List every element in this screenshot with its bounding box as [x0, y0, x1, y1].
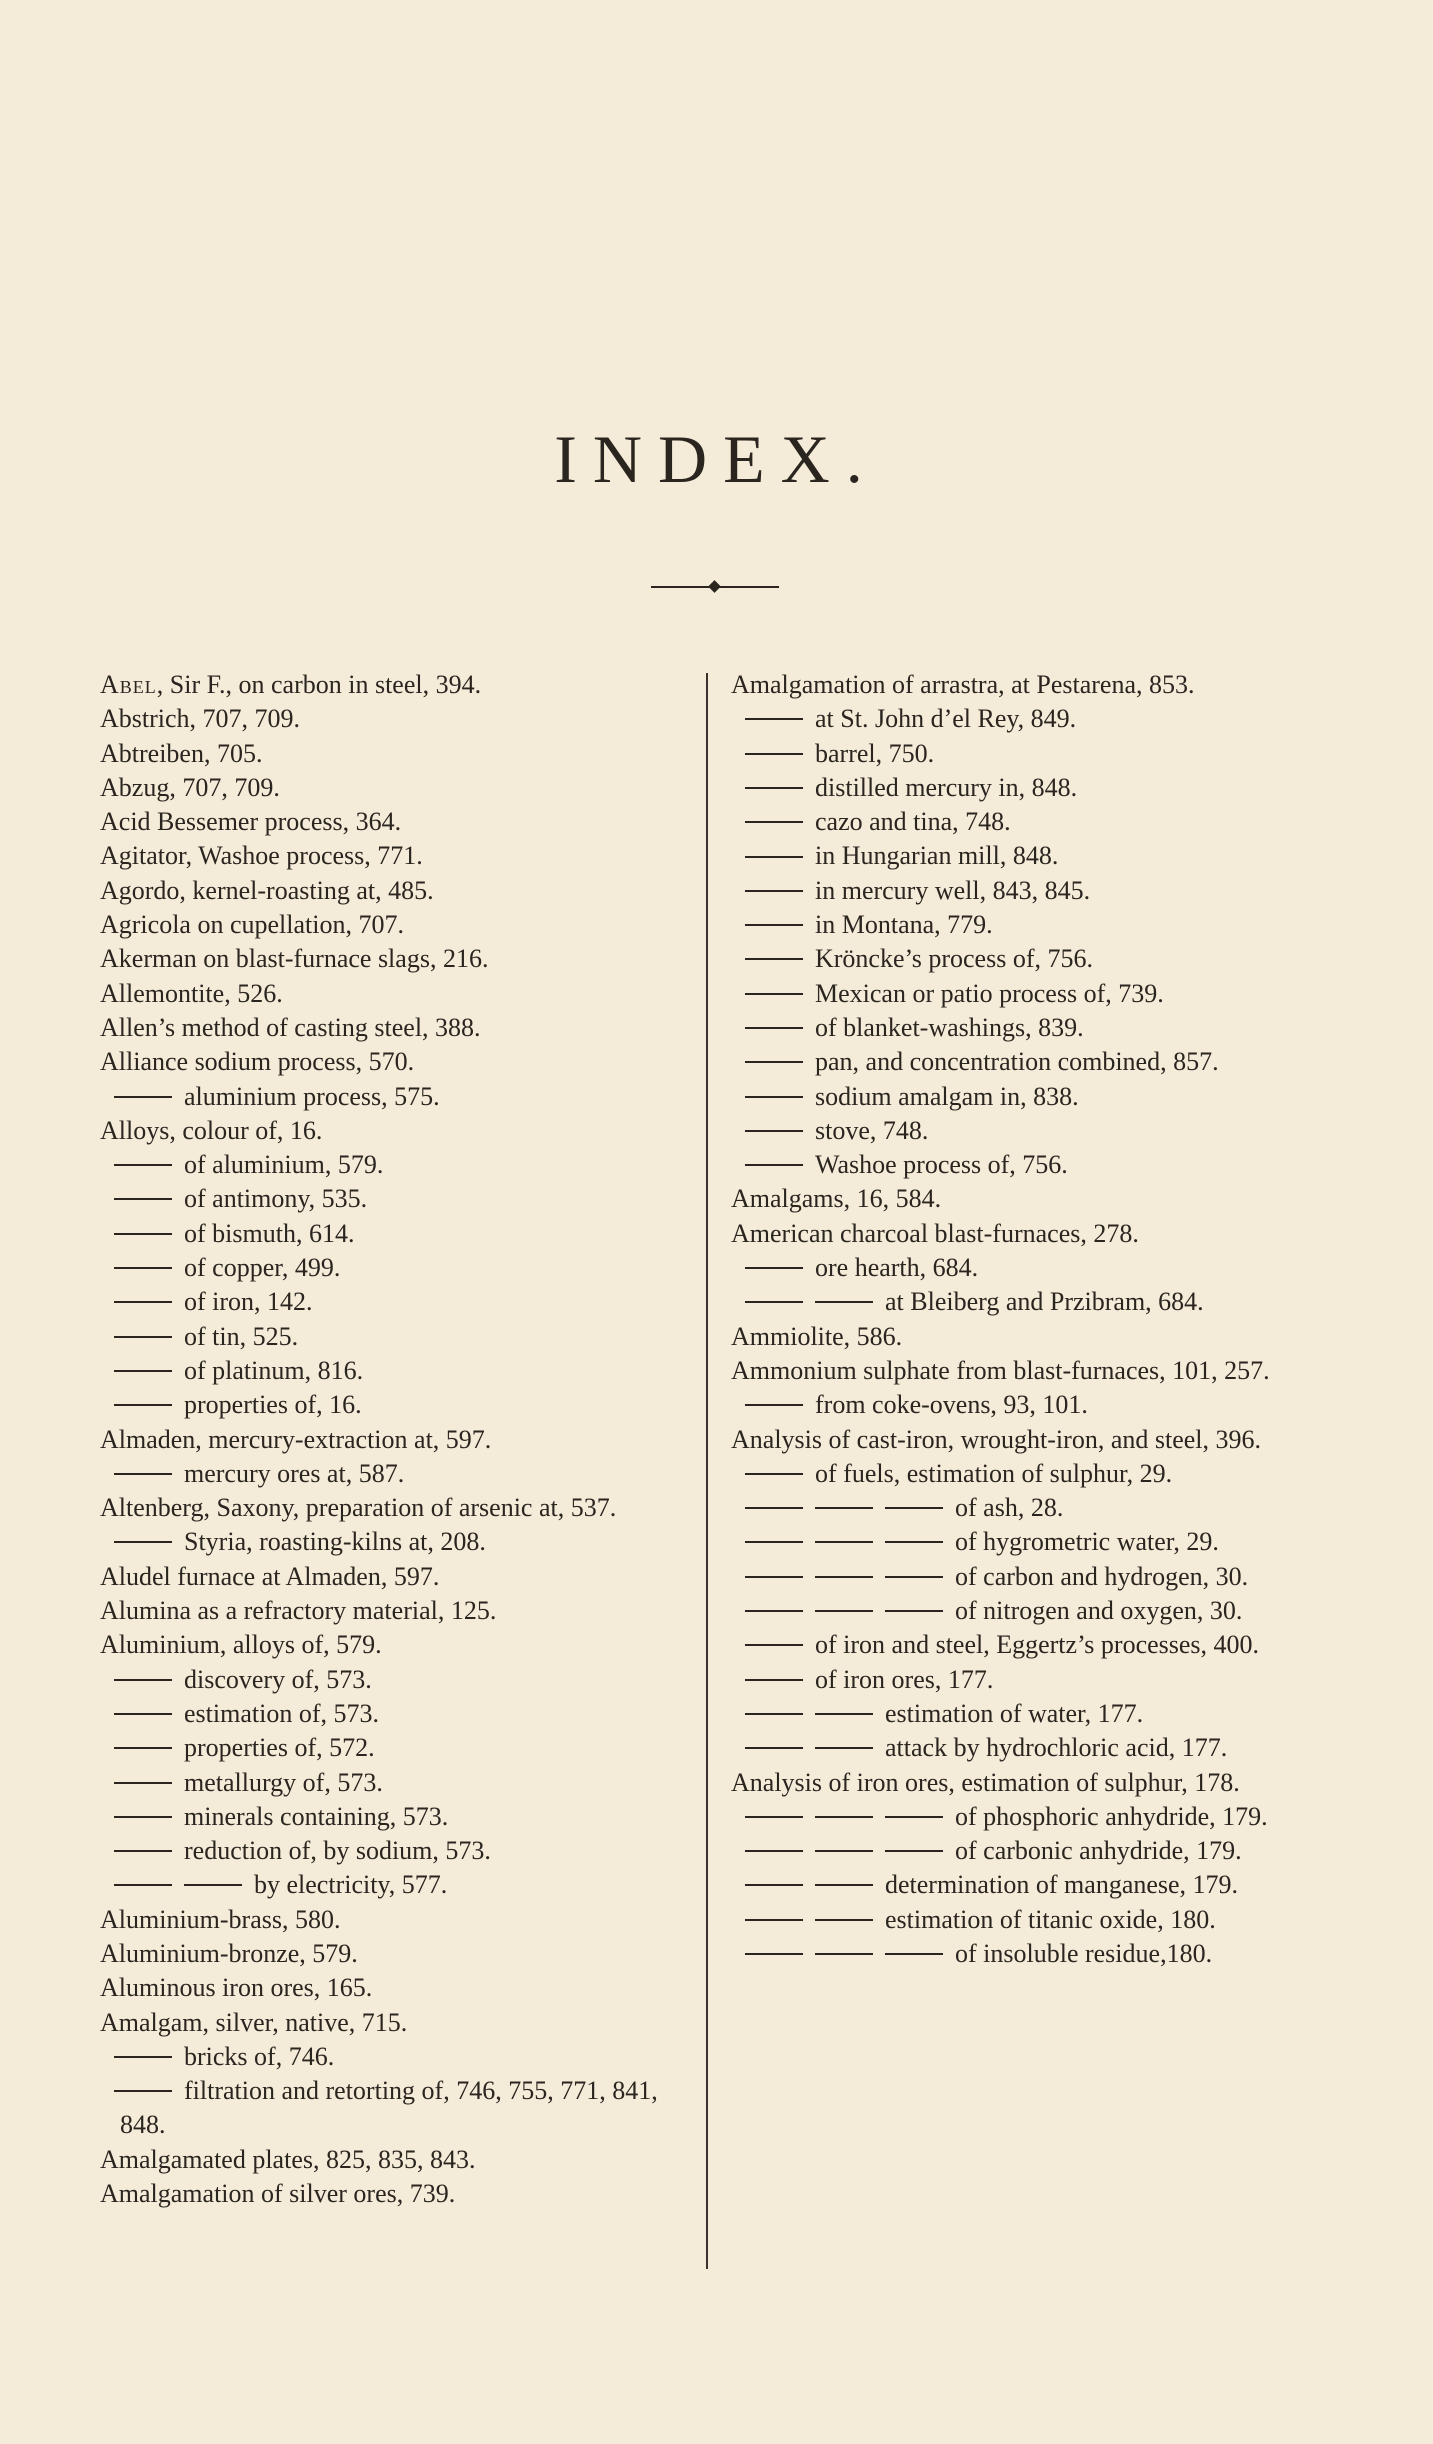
entry-text: Alloys, colour of, 16. [100, 1115, 323, 1145]
entry-text: Amalgamated plates, 825, 835, 843. [100, 2144, 476, 2174]
ditto-dash [114, 1541, 172, 1543]
index-entry [731, 1937, 1313, 1971]
entry-text: pan, and concentration combined, 857. [815, 1047, 1219, 1077]
entry-text: Almaden, mercury-extraction at, 597. [100, 1424, 492, 1454]
index-entry [100, 1080, 686, 1114]
entry-text: Aluminium-bronze, 579. [100, 1938, 358, 1968]
index-entry [100, 2177, 686, 2211]
index-entry [100, 1903, 686, 1937]
entry-text: Ammiolite, 586. [731, 1321, 903, 1351]
entry-text: minerals containing, 573. [184, 1801, 449, 1831]
index-entry [731, 1697, 1313, 1731]
entry-text: Aluminium, alloys of, 579. [100, 1630, 382, 1660]
index-entry [100, 1354, 686, 1388]
index-entry [731, 1663, 1313, 1697]
ditto-dash [745, 1473, 803, 1475]
entry-text: metallurgy of, 573. [184, 1767, 383, 1797]
entry-text: sodium amalgam in, 838. [815, 1081, 1079, 1111]
ditto-dash [815, 1816, 873, 1818]
ditto-dash [815, 1610, 873, 1612]
index-entry [100, 1697, 686, 1731]
entry-text: estimation of water, 177. [885, 1698, 1144, 1728]
index-column-right [731, 668, 1313, 1971]
index-entry [100, 2074, 686, 2143]
entry-text: Analysis of iron ores, estimation of sulphur, 178. [731, 1767, 1240, 1797]
ditto-dash [745, 856, 803, 858]
entry-text: of antimony, 535. [184, 1184, 368, 1214]
ditto-dash [885, 1850, 943, 1852]
ditto-dash [114, 1850, 172, 1852]
entry-text: estimation of, 573. [184, 1698, 379, 1728]
index-entry [100, 942, 686, 976]
index-entry [731, 1457, 1313, 1491]
ditto-dash [815, 1747, 873, 1749]
ditto-dash [114, 1404, 172, 1406]
entry-text: of bismuth, 614. [184, 1218, 355, 1248]
index-entry [731, 1868, 1313, 1902]
entry-text: Akerman on blast-furnace slags, 216. [100, 944, 489, 974]
entry-text: filtration and retorting of, 746, 755, 771, 841, 848. [120, 2076, 658, 2140]
index-column-left [100, 668, 686, 2211]
entry-text: Agitator, Washoe process, 771. [100, 841, 423, 871]
index-entry [731, 874, 1313, 908]
entry-text: Agordo, kernel-roasting at, 485. [100, 875, 434, 905]
ditto-dash [885, 1610, 943, 1612]
entry-text: estimation of titanic oxide, 180. [885, 1904, 1216, 1934]
entry-text: Allen’s method of casting steel, 388. [100, 1012, 481, 1042]
entry-text: of carbonic anhydride, 179. [955, 1836, 1242, 1866]
entry-text: of phosphoric anhydride, 179. [955, 1801, 1268, 1831]
index-entry [731, 1834, 1313, 1868]
index-entry [100, 908, 686, 942]
entry-text: of aluminium, 579. [184, 1150, 384, 1180]
index-entry [100, 1423, 686, 1457]
entry-text: at Bleiberg and Przibram, 684. [885, 1287, 1204, 1317]
entry-lead: Abel [100, 670, 157, 699]
index-entry [100, 1766, 686, 1800]
ditto-dash [815, 1713, 873, 1715]
entry-text: stove, 748. [815, 1115, 929, 1145]
entry-text: Ammonium sulphate from blast-furnaces, 101, 257. [731, 1355, 1270, 1385]
entry-text: Kröncke’s process of, 756. [815, 944, 1093, 974]
entry-text: American charcoal blast-furnaces, 278. [731, 1218, 1139, 1248]
entry-text: cazo and tina, 748. [815, 807, 1011, 837]
index-entry [100, 1011, 686, 1045]
entry-text: barrel, 750. [815, 738, 935, 768]
index-entry [731, 737, 1313, 771]
index-entry [100, 1731, 686, 1765]
index-entry [731, 1148, 1313, 1182]
entry-text: in mercury well, 843, 845. [815, 875, 1091, 905]
index-entry [100, 1285, 686, 1319]
ditto-dash [745, 1713, 803, 1715]
ditto-dash [114, 2090, 172, 2092]
index-entry [100, 1045, 686, 1079]
ditto-dash [745, 924, 803, 926]
entry-text: by electricity, 577. [254, 1870, 448, 1900]
entry-text: of iron ores, 177. [815, 1664, 994, 1694]
entry-text: determination of manganese, 179. [885, 1870, 1239, 1900]
entry-text: from coke-ovens, 93, 101. [815, 1390, 1088, 1420]
entry-text: Alliance sodium process, 570. [100, 1047, 415, 1077]
entry-text: Washoe process of, 756. [815, 1150, 1068, 1180]
entry-text: Styria, roasting-kilns at, 208. [184, 1527, 486, 1557]
ditto-dash [745, 958, 803, 960]
index-entry [731, 1011, 1313, 1045]
index-entry [731, 1320, 1313, 1354]
entry-text: properties of, 572. [184, 1733, 375, 1763]
entry-text: attack by hydrochloric acid, 177. [885, 1733, 1228, 1763]
ditto-dash [114, 1679, 172, 1681]
entry-text: of nitrogen and oxygen, 30. [955, 1596, 1243, 1626]
index-entry [100, 1594, 686, 1628]
ditto-dash [745, 1541, 803, 1543]
entry-text: Abzug, 707, 709. [100, 772, 280, 802]
entry-text: at St. John d’el Rey, 849. [815, 704, 1077, 734]
ditto-dash [114, 1301, 172, 1303]
index-entry [731, 1251, 1313, 1285]
entry-text: Mexican or patio process of, 739. [815, 978, 1164, 1008]
ditto-dash [114, 1884, 172, 1886]
index-entry [731, 1731, 1313, 1765]
ditto-dash [114, 1370, 172, 1372]
ditto-dash [815, 1884, 873, 1886]
entry-text: Aluminium-brass, 580. [100, 1904, 341, 1934]
index-entry [100, 2040, 686, 2074]
entry-text: of blanket-washings, 839. [815, 1012, 1084, 1042]
entry-text: of tin, 525. [184, 1321, 299, 1351]
index-entry [731, 1800, 1313, 1834]
ditto-dash [745, 1919, 803, 1921]
ditto-dash [815, 1301, 873, 1303]
ditto-dash [745, 1953, 803, 1955]
ditto-dash [885, 1816, 943, 1818]
ditto-dash [114, 1816, 172, 1818]
ditto-dash [184, 1884, 242, 1886]
entry-text: of platinum, 816. [184, 1355, 364, 1385]
ditto-dash [745, 787, 803, 789]
index-entry [100, 1628, 686, 1662]
ditto-dash [114, 1747, 172, 1749]
ditto-dash [815, 1850, 873, 1852]
index-entry [100, 702, 686, 736]
index-entry [100, 1800, 686, 1834]
ditto-dash [114, 1336, 172, 1338]
ditto-dash [745, 821, 803, 823]
ditto-dash [815, 1541, 873, 1543]
ditto-dash [745, 1850, 803, 1852]
index-entry [100, 1114, 686, 1148]
index-entry [731, 1903, 1313, 1937]
entry-text: Agricola on cupellation, 707. [100, 910, 404, 940]
ditto-dash [815, 1953, 873, 1955]
ditto-dash [885, 1541, 943, 1543]
index-entry [100, 1457, 686, 1491]
ditto-dash [745, 718, 803, 720]
entry-text: Amalgam, silver, native, 715. [100, 2007, 408, 2037]
ditto-dash [815, 1919, 873, 1921]
index-entry [100, 737, 686, 771]
entry-text: distilled mercury in, 848. [815, 772, 1078, 802]
entry-text: Altenberg, Saxony, preparation of arsenic at, 537. [100, 1493, 617, 1523]
entry-text: of insoluble residue,180. [955, 1938, 1213, 1968]
entry-text: discovery of, 573. [184, 1664, 372, 1694]
entry-text: of iron, 142. [184, 1287, 313, 1317]
entry-text: Amalgamation of arrastra, at Pestarena, 853. [731, 670, 1195, 699]
entry-text: Allemontite, 526. [100, 978, 283, 1008]
index-entry [731, 1560, 1313, 1594]
ditto-dash [745, 890, 803, 892]
ditto-dash [885, 1576, 943, 1578]
ditto-dash [745, 1096, 803, 1098]
index-entry [100, 1388, 686, 1422]
index-entry [100, 771, 686, 805]
entry-text: of fuels, estimation of sulphur, 29. [815, 1458, 1173, 1488]
entry-text: Aluminous iron ores, 165. [100, 1973, 373, 2003]
entry-text: of iron and steel, Eggertz’s processes, 400. [815, 1630, 1260, 1660]
index-entry [731, 771, 1313, 805]
ditto-dash [745, 1164, 803, 1166]
ditto-dash [745, 1027, 803, 1029]
entry-text: of ash, 28. [955, 1493, 1064, 1523]
ditto-dash [114, 1233, 172, 1235]
column-divider [706, 673, 708, 2269]
entry-text: Abstrich, 707, 709. [100, 704, 301, 734]
ditto-dash [745, 753, 803, 755]
index-entry [100, 805, 686, 839]
title-ornament [651, 582, 779, 592]
ditto-dash [114, 1267, 172, 1269]
index-entry [100, 2143, 686, 2177]
entry-text: in Hungarian mill, 848. [815, 841, 1059, 871]
ornament-diamond [708, 580, 721, 593]
index-entry [731, 702, 1313, 736]
index-entry [100, 1937, 686, 1971]
ditto-dash [745, 1507, 803, 1509]
index-entry [100, 2006, 686, 2040]
ditto-dash [745, 1130, 803, 1132]
index-entry [100, 1217, 686, 1251]
index-entry [731, 1045, 1313, 1079]
ditto-dash [745, 1301, 803, 1303]
index-entry [731, 1594, 1313, 1628]
index-entry [100, 1148, 686, 1182]
index-entry [100, 1320, 686, 1354]
index-entry [731, 1080, 1313, 1114]
index-entry [100, 1663, 686, 1697]
entry-text: , Sir F., on carbon in steel, 394. [156, 670, 482, 699]
entry-text: Abtreiben, 705. [100, 738, 263, 768]
ditto-dash [745, 1610, 803, 1612]
ditto-dash [745, 1267, 803, 1269]
entry-text: of carbon and hydrogen, 30. [955, 1561, 1249, 1591]
index-entry [100, 1971, 686, 2005]
ditto-dash [815, 1507, 873, 1509]
index-entry [731, 977, 1313, 1011]
entry-text: Acid Bessemer process, 364. [100, 807, 402, 837]
index-entry [100, 839, 686, 873]
ditto-dash [745, 1576, 803, 1578]
index-entry [731, 1114, 1313, 1148]
ditto-dash [745, 1884, 803, 1886]
ditto-dash [114, 1164, 172, 1166]
entry-text: Alumina as a refractory material, 125. [100, 1596, 497, 1626]
ditto-dash [114, 1782, 172, 1784]
index-entry [731, 1182, 1313, 1216]
index-entry [731, 1491, 1313, 1525]
ditto-dash [815, 1576, 873, 1578]
entry-text: ore hearth, 684. [815, 1253, 979, 1283]
index-entry [731, 1766, 1313, 1800]
index-entry [100, 1182, 686, 1216]
index-entry [731, 1525, 1313, 1559]
ditto-dash [745, 1816, 803, 1818]
entry-text: in Montana, 779. [815, 910, 993, 940]
index-entry [731, 668, 1313, 702]
index-entry [100, 1868, 686, 1902]
ditto-dash [114, 2056, 172, 2058]
ditto-dash [114, 1713, 172, 1715]
index-entry [100, 1491, 686, 1525]
entry-text: bricks of, 746. [184, 2041, 335, 2071]
index-entry [100, 874, 686, 908]
index-entry [731, 1217, 1313, 1251]
index-entry [731, 839, 1313, 873]
index-entry [100, 1525, 686, 1559]
entry-text: of hygrometric water, 29. [955, 1527, 1219, 1557]
index-entry [100, 668, 686, 702]
index-entry [731, 1423, 1313, 1457]
entry-text: aluminium process, 575. [184, 1081, 440, 1111]
index-entry [100, 1560, 686, 1594]
index-entry [731, 942, 1313, 976]
ditto-dash [745, 1679, 803, 1681]
entry-text: of copper, 499. [184, 1253, 341, 1283]
ditto-dash [745, 993, 803, 995]
index-entry [100, 1834, 686, 1868]
entry-text: Aludel furnace at Almaden, 597. [100, 1561, 440, 1591]
index-entry [731, 908, 1313, 942]
entry-text: Amalgamation of silver ores, 739. [100, 2179, 456, 2209]
index-entry [731, 1285, 1313, 1319]
index-entry [100, 977, 686, 1011]
entry-text: Amalgams, 16, 584. [731, 1184, 942, 1214]
entry-text: mercury ores at, 587. [184, 1458, 405, 1488]
ditto-dash [114, 1198, 172, 1200]
entry-text: Analysis of cast-iron, wrought-iron, and steel, 396. [731, 1424, 1262, 1454]
entry-text: reduction of, by sodium, 573. [184, 1836, 491, 1866]
index-entry [731, 1628, 1313, 1662]
entry-text: properties of, 16. [184, 1390, 362, 1420]
ditto-dash [885, 1507, 943, 1509]
index-entry [731, 1354, 1313, 1388]
index-entry [731, 805, 1313, 839]
index-entry [100, 1251, 686, 1285]
ditto-dash [745, 1644, 803, 1646]
ditto-dash [114, 1096, 172, 1098]
ditto-dash [745, 1747, 803, 1749]
ditto-dash [745, 1061, 803, 1063]
ditto-dash [114, 1473, 172, 1475]
ditto-dash [745, 1404, 803, 1406]
page-title: INDEX. [554, 421, 879, 497]
ditto-dash [885, 1953, 943, 1955]
index-entry [731, 1388, 1313, 1422]
